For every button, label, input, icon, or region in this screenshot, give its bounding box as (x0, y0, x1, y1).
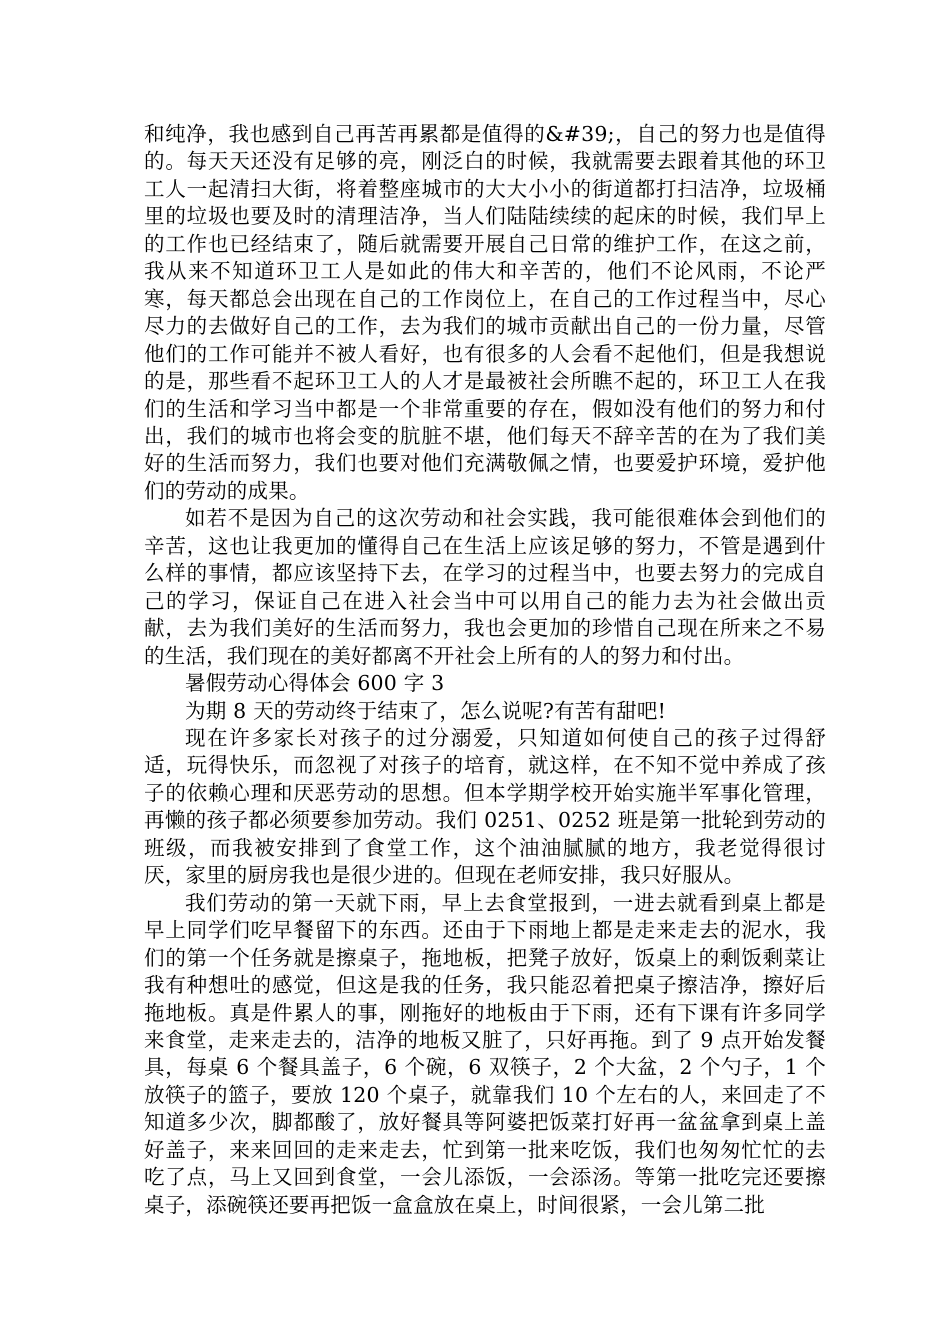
paragraph-3: 为期 8 天的劳动终于结束了，怎么说呢?有苦有甜吧! (185, 698, 667, 723)
paragraph-2: 如若不是因为自己的这次劳动和社会实践，我可能很难体会到他们的辛苦，这也让我更加的懂得自己在生活上应该足够的努力，不管是遇到什么样的事情，都应该坚持下去，在学习的过程当中，也要去努力的完成自己的学习，保证自己在进入社会当中可以用自己的能力去为社会做出贡献，去为我们美好的生活而努力，我也会更加的珍惜自己现在所来之不易的生活，我们现在的美好都离不开社会上所有的人的努力和付出。 (144, 506, 826, 668)
paragraph-1: 和纯净，我也感到自己再苦再累都是值得的&#39;，自己的努力也是值得的。每天天还没有足够的亮，刚泛白的时候，我就需要去跟着其他的环卫工人一起清扫大街，将着整座城市的大大小小的街道都打扫洁净，垃圾桶里的垃圾也要及时的清理洁净，当人们陆陆续续的起床的时候，我们早上的工作也已经结束了，随后就需要开展自己日常的维护工作，在这之前，我从来不知道环卫工人是如此的伟大和辛苦的，他们不论风雨，不论严寒，每天都总会出现在自己的工作岗位上，在自己的工作过程当中，尽心尽力的去做好自己的工作，去为我们的城市贡献出自己的一份力量，尽管他们的工作可能并不被人看好，也有很多的人会看不起他们，但是我想说的是，那些看不起环卫工人的人才是最被社会所瞧不起的，环卫工人在我们的生活和学习当中都是一个非常重要的存在，假如没有他们的努力和付出，我们的城市也将会变的肮脏不堪，他们每天不辞辛苦的在为了我们美好的生活而努力，我们也要对他们充满敬佩之情，也要爱护环境，爱护他们的劳动的成果。 (144, 122, 826, 503)
document-body (144, 121, 826, 1219)
paragraph-4: 现在许多家长对孩子的过分溺爱，只知道如何使自己的孩子过得舒适，玩得快乐，而忽视了对孩子的培育，就这样，在不知不觉中养成了孩子的依赖心理和厌恶劳动的思想。但本学期学校开始实施半军事化管理，再懒的孩子都必须要参加劳动。我们 0251、0252 班是第一批轮到劳动的班级，而我被安排到了食堂工作，这个油油腻腻的地方，我老觉得很讨厌，家里的厨房我也是很少进的。但现在老师安排，我只好服从。 (144, 725, 826, 888)
paragraph-5: 我们劳动的第一天就下雨，早上去食堂报到，一进去就看到桌上都是早上同学们吃早餐留下的东西。还由于下雨地上都是走来走去的泥水，我们的第一个任务就是擦桌子，拖地板，把凳子放好，饭桌上的剩饭剩菜让我有种想吐的感觉，但这是我的任务，我只能忍着把桌子擦洁净，擦好后拖地板。真是件累人的事，刚拖好的地板由于下雨，还有下课有许多同学来食堂，走来走去的，洁净的地板又脏了，只好再拖。到了 9 点开始发餐具，每桌 6 个餐具盖子，6 个碗，6 双筷子，2 个大盆，2 个勺子，1 个放筷子的篮子，要放 120 个桌子，就靠我们 10 个左右的人，来回走了不知道多少次，脚都酸了，放好餐具等阿婆把饭菜打好再一盆盆拿到桌上盖好盖子，来来回回的走来走去，忙到第一批来吃饭，我们也匆匆忙忙的去吃了点，马上又回到食堂，一会儿添饭，一会添汤。等第一批吃完还要擦桌子，添碗筷还要再把饭一盒盒放在桌上，时间很紧，一会儿第二批 (144, 890, 826, 1217)
section-heading: 暑假劳动心得体会 600 字 3 (185, 671, 445, 696)
